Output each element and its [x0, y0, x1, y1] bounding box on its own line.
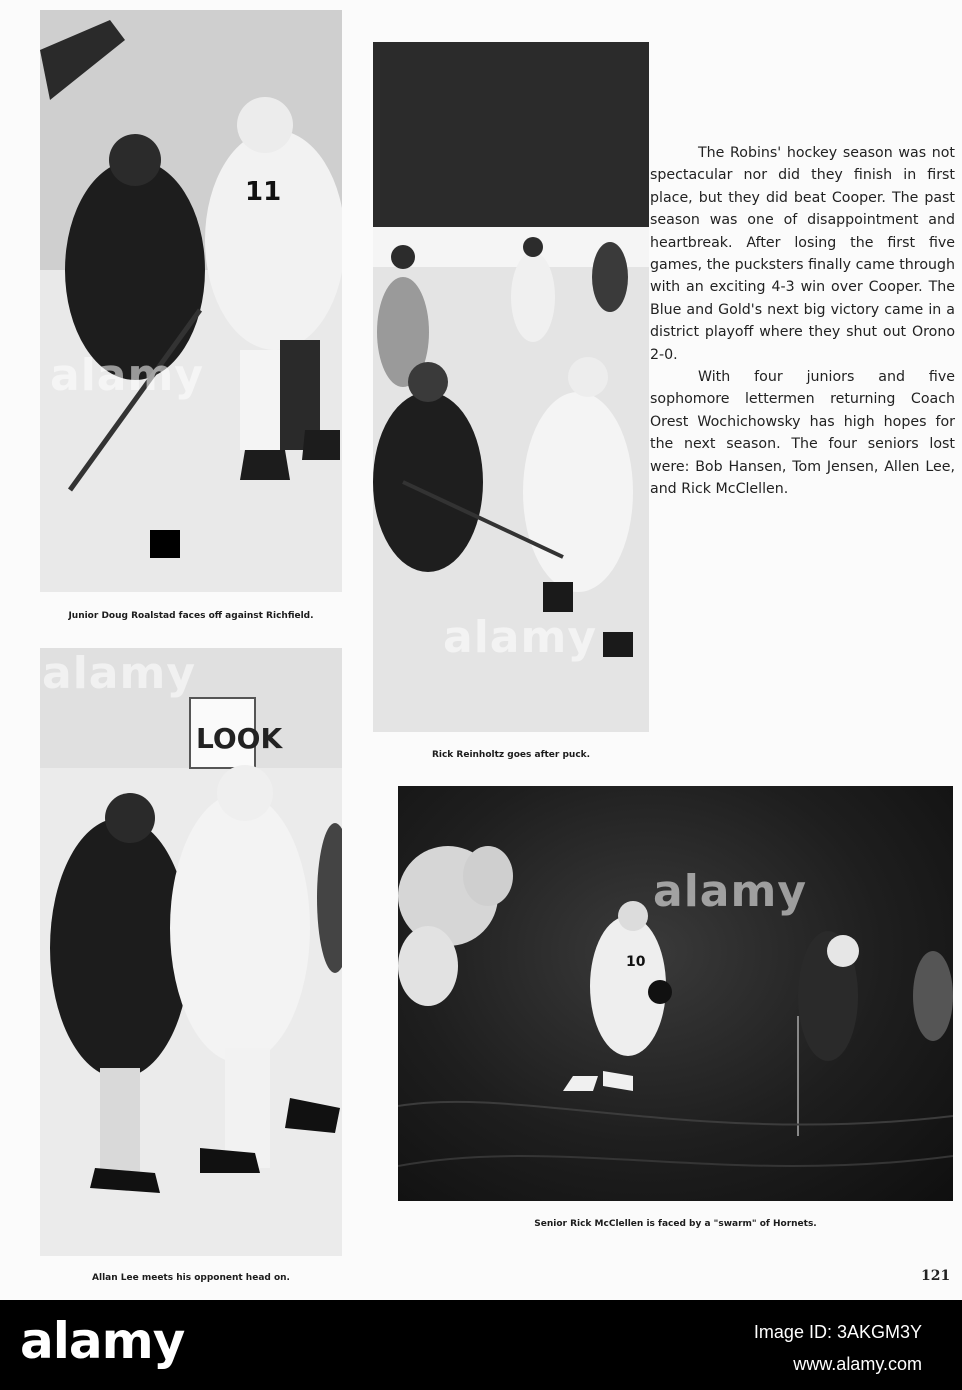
look-sign-text: LOOK	[196, 722, 283, 755]
allan-lee-scene	[40, 648, 342, 1256]
image-id: Image ID: 3AKGM3Y	[753, 1322, 922, 1342]
watermark: alamy	[42, 648, 196, 699]
photo-reinholtz	[373, 42, 649, 732]
stock-banner	[0, 1300, 962, 1390]
caption-faceoff: Junior Doug Roalstad faces off against Richfield.	[68, 611, 314, 621]
alamy-logo: alamy	[20, 1312, 185, 1370]
caption-mcclellen: Senior Rick McClellen is faced by a "swarm" of Hornets.	[534, 1219, 817, 1229]
photo-mcclellen	[398, 786, 953, 1201]
photo-allan-lee	[40, 648, 342, 1256]
watermark: alamy	[653, 866, 807, 917]
jersey-number-10: 10	[626, 954, 646, 970]
page-number: 121	[921, 1268, 951, 1284]
site-url[interactable]: www.alamy.com	[793, 1354, 922, 1374]
article-paragraph-2: With four juniors and five sophomore lettermen returning Coach Orest Wochichowsky has high hopes for the next season. The four seniors lost were: Bob Hansen, Tom Jensen, Allen Lee, and Rick McClellen.	[650, 369, 955, 498]
jersey-number-11: 11	[245, 177, 282, 207]
watermark: alamy	[50, 350, 204, 401]
mcclellen-scene	[398, 786, 953, 1201]
caption-reinholtz: Rick Reinholtz goes after puck.	[431, 750, 591, 760]
article-paragraph-1: The Robins' hockey season was not spectacular nor did they finish in first place, but they did beat Cooper. The past season was one of disappointment and heartbreak. After losing the first five games, the pucksters finally came through with an exciting 4-3 win over Cooper. The Blue and Gold's next big victory came in a district playoff where they shut out Orono 2-0.	[650, 145, 955, 363]
article-text	[650, 142, 955, 501]
photo-faceoff	[40, 10, 342, 592]
watermark: alamy	[443, 612, 597, 663]
caption-allan-lee: Allan Lee meets his opponent head on.	[92, 1273, 290, 1283]
faceoff-scene	[40, 10, 342, 592]
